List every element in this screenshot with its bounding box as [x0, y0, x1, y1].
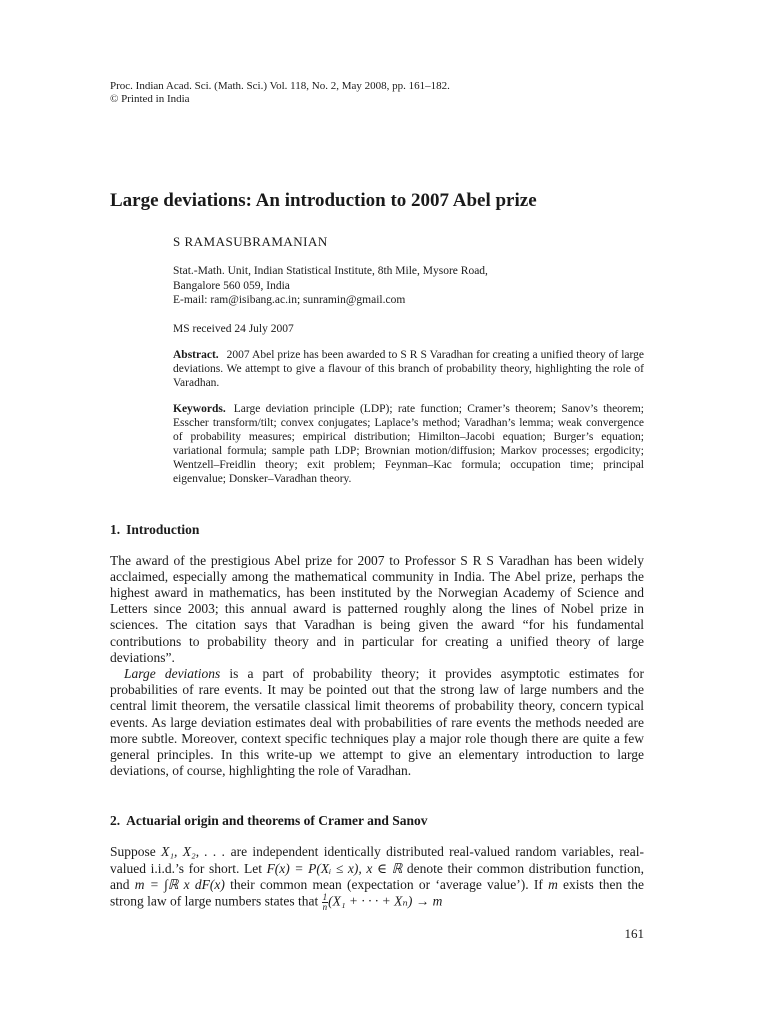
page-number: 161: [624, 926, 644, 941]
affiliation: [173, 264, 644, 308]
text-run: exists then the strong law of large numbers states that: [110, 876, 644, 909]
section-2-title: Actuarial origin and theorems of Cramer and Sanov: [126, 813, 428, 829]
journal-line: Proc. Indian Acad. Sci. (Math. Sci.) Vol. 118, No. 2, May 2008, pp. 161–182.: [110, 80, 450, 92]
abstract-label: Abstract.: [173, 348, 219, 361]
section-2-number: 2.: [110, 813, 121, 829]
text-run: Suppose: [110, 844, 162, 860]
section-2-heading: [110, 813, 644, 829]
math-variables: X₁, X₂, . . .: [161, 844, 226, 860]
section-1-paragraph-1: The award of the prestigious Abel prize for 2007 to Professor S R S Varadhan has been widely acclaimed, especially among the mathematical community in India. The Abel prize, perhaps the highest award in mathematics, has been instituted by the Norwegian Academy of Science and Letters since 2003; this annual award is patterned roughly along the lines of Nobel prize in sciences. The citation says that Varadhan is being given the award “for his fundamental contributions to probability theory and in particular for creating a unified theory of large deviations”.: [110, 552, 644, 665]
paragraph-2-text: is a part of probability theory; it provides asymptotic estimates for probabilities of rare events. It may be pointed out that the strong law of large numbers and the central limit theorem, the versatile classical limit theorems of probability theory, concern typical events. As large deviation estimates deal with probabilities of rare events the methods needed are more subtle. Moreover, context specific techniques play a major role though there are quite a few general principles. In this write-up we attempt to give an elementary introduction to large deviations, of course, highlighting the role of Varadhan.: [110, 665, 644, 779]
paper-title: Large deviations: An introduction to 2007 Abel prize: [110, 190, 537, 211]
author-name: S RAMASUBRAMANIAN: [173, 234, 328, 249]
math-distribution-function: F(x) = P(Xᵢ ≤ x), x ∈ ℝ: [266, 860, 403, 876]
text-run: their common mean (expectation or ‘average value’). If: [224, 876, 549, 892]
text-run: denote their common distribution function, and: [110, 860, 644, 892]
affiliation-email: E-mail: ram@isibang.ac.in; sunramin@gmail.com: [173, 294, 406, 306]
fraction-denominator: n: [322, 901, 328, 912]
paper-page: [110, 80, 644, 912]
keywords: [173, 402, 644, 486]
section-1-paragraph-2: [110, 666, 644, 779]
affiliation-line-2: Bangalore 560 059, India: [173, 279, 290, 292]
text-run: are independent identically distributed real-valued random variables, real-valued i.i.d.’s for short. Let: [110, 844, 644, 876]
abstract-text: 2007 Abel prize has been awarded to S R S Varadhan for creating a unified theory of large deviations. We attempt to give a flavour of this branch of probability theory, highlighting the role of Varadhan.: [173, 348, 644, 389]
math-limit: (X₁ + · · · + Xₙ) → m: [328, 893, 443, 909]
math-m: m: [548, 876, 558, 892]
keywords-text: Large deviation principle (LDP); rate function; Cramer’s theorem; Sanov’s theorem; Esscher transform/tilt; convex conjugates; Laplace’s method; Varadhan’s lemma; weak convergence of probability measures; empirical distribution; Himilton–Jacobi equation; Burger’s equation; variational formula; sample path LDP; Brownian motion/diffusion; Markov processes; ergodicity; Wentzell–Freidlin theory; exit problem; Feynman–Kac formula; occupation time; principal eigenvalue; Donsker–Varadhan theory.: [173, 402, 644, 485]
math-mean-integral: m = ∫ℝ x dF(x): [134, 876, 225, 892]
received-date: MS received 24 July 2007: [173, 322, 294, 335]
section-1-number: 1.: [110, 521, 121, 537]
section-2-paragraph-1: [110, 844, 644, 912]
affiliation-line-1: Stat.-Math. Unit, Indian Statistical Institute, 8th Mile, Mysore Road,: [173, 265, 488, 277]
printed-line: © Printed in India: [110, 93, 190, 105]
large-deviations-emphasis: Large deviations: [124, 665, 221, 681]
keywords-label: Keywords.: [173, 402, 226, 415]
abstract: [173, 348, 644, 390]
section-1-title: Introduction: [126, 521, 200, 537]
section-1-heading: [110, 522, 644, 538]
fraction-numerator: 1: [322, 891, 328, 902]
